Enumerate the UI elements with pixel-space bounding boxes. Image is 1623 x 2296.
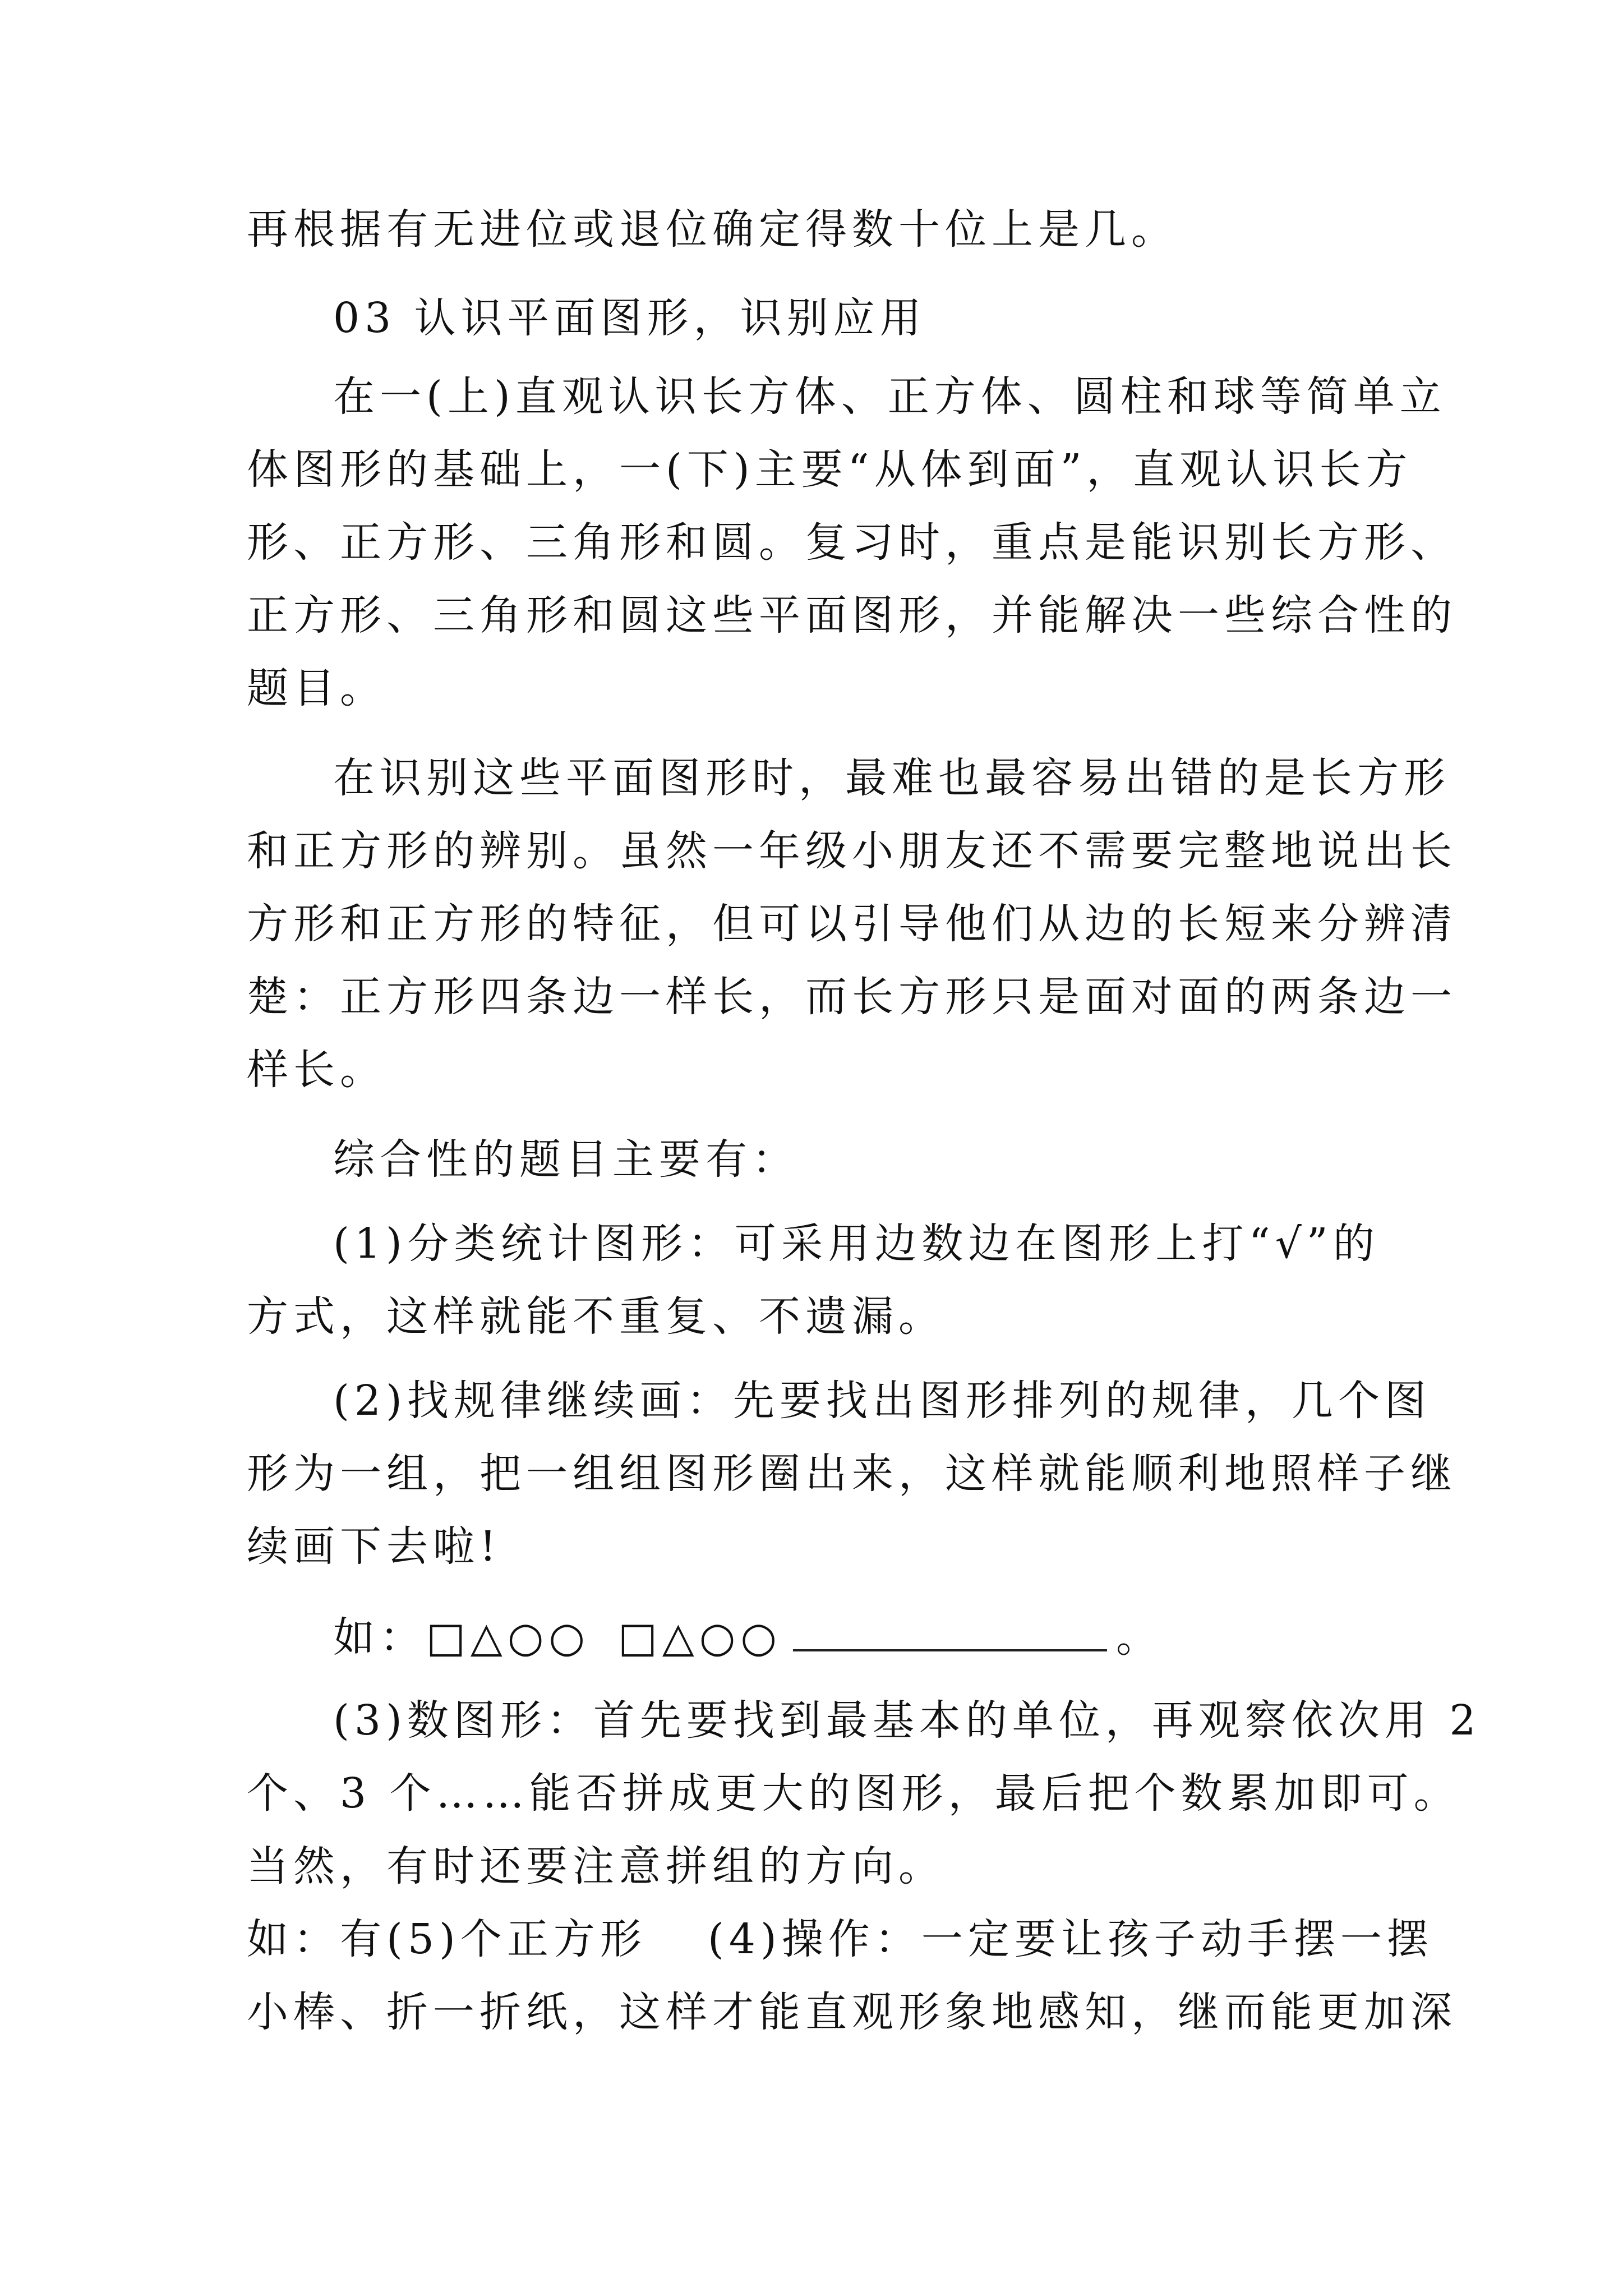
paragraph-line: (1)分类统计图形：可采用边数边在图形上打“√”的 xyxy=(333,1220,1380,1268)
paragraph-line: (2)找规律继续画：先要找出图形排列的规律，几个图 xyxy=(333,1377,1431,1425)
section-heading: 03 认识平面图形，识别应用 xyxy=(333,294,926,342)
example-label: 如： xyxy=(333,1613,426,1662)
paragraph-line: 体图形的基础上，一(下)主要“从体到面”，直观认识长方 xyxy=(247,445,1413,494)
paragraph-line: 方式，这样就能不重复、不遗漏。 xyxy=(247,1292,945,1341)
paragraph-line: 在一(上)直观认识长方体、正方体、圆柱和球等简单立 xyxy=(333,372,1446,421)
paragraph-line: 题目。 xyxy=(247,664,386,712)
pattern-group-2: □△○○ xyxy=(617,1613,782,1662)
paragraph-line: 形为一组，把一组组图形圈出来，这样就能顺利地照样子继 xyxy=(247,1450,1457,1498)
paragraph-line: 当然，有时还要注意拼组的方向。 xyxy=(247,1842,945,1890)
paragraph-line: 方形和正方形的特征，但可以引导他们从边的长短来分辨清 xyxy=(247,900,1457,948)
paragraph-line: 正方形、三角形和圆这些平面图形，并能解决一些综合性的 xyxy=(247,591,1457,639)
paragraph-line: 和正方形的辨别。虽然一年级小朋友还不需要完整地说出长 xyxy=(247,827,1457,875)
pattern-group-1: □△○○ xyxy=(426,1613,590,1662)
example-end: 。 xyxy=(1115,1613,1163,1662)
answer-blank xyxy=(793,1616,1107,1651)
paragraph-line: (3)数图形：首先要找到最基本的单位，再观察依次用 2 xyxy=(333,1696,1481,1745)
paragraph-line-right: (4)操作：一定要让孩子动手摆一摆 xyxy=(708,1915,1433,1963)
paragraph-line: 续画下去啦! xyxy=(247,1522,501,1571)
example-pattern-line xyxy=(333,1613,1163,1662)
paragraph-line: 楚：正方形四条边一样长，而长方形只是面对面的两条边一 xyxy=(247,973,1457,1021)
paragraph-line: 样长。 xyxy=(247,1046,386,1094)
paragraph-line: 在识别这些平面图形时，最难也最容易出错的是长方形 xyxy=(333,754,1450,802)
paragraph-line: 再根据有无进位或退位确定得数十位上是几。 xyxy=(247,205,1178,254)
paragraph-line: 形、正方形、三角形和圆。复习时，重点是能识别长方形、 xyxy=(247,518,1457,567)
paragraph-line: 小棒、折一折纸，这样才能直观形象地感知，继而能更加深 xyxy=(247,1988,1457,2036)
paragraph-line-left: 如：有(5)个正方形 xyxy=(247,1915,647,1963)
paragraph-line: 个、3 个……能否拼成更大的图形，最后把个数累加即可。 xyxy=(247,1769,1460,1818)
paragraph-line: 综合性的题目主要有： xyxy=(333,1135,799,1184)
